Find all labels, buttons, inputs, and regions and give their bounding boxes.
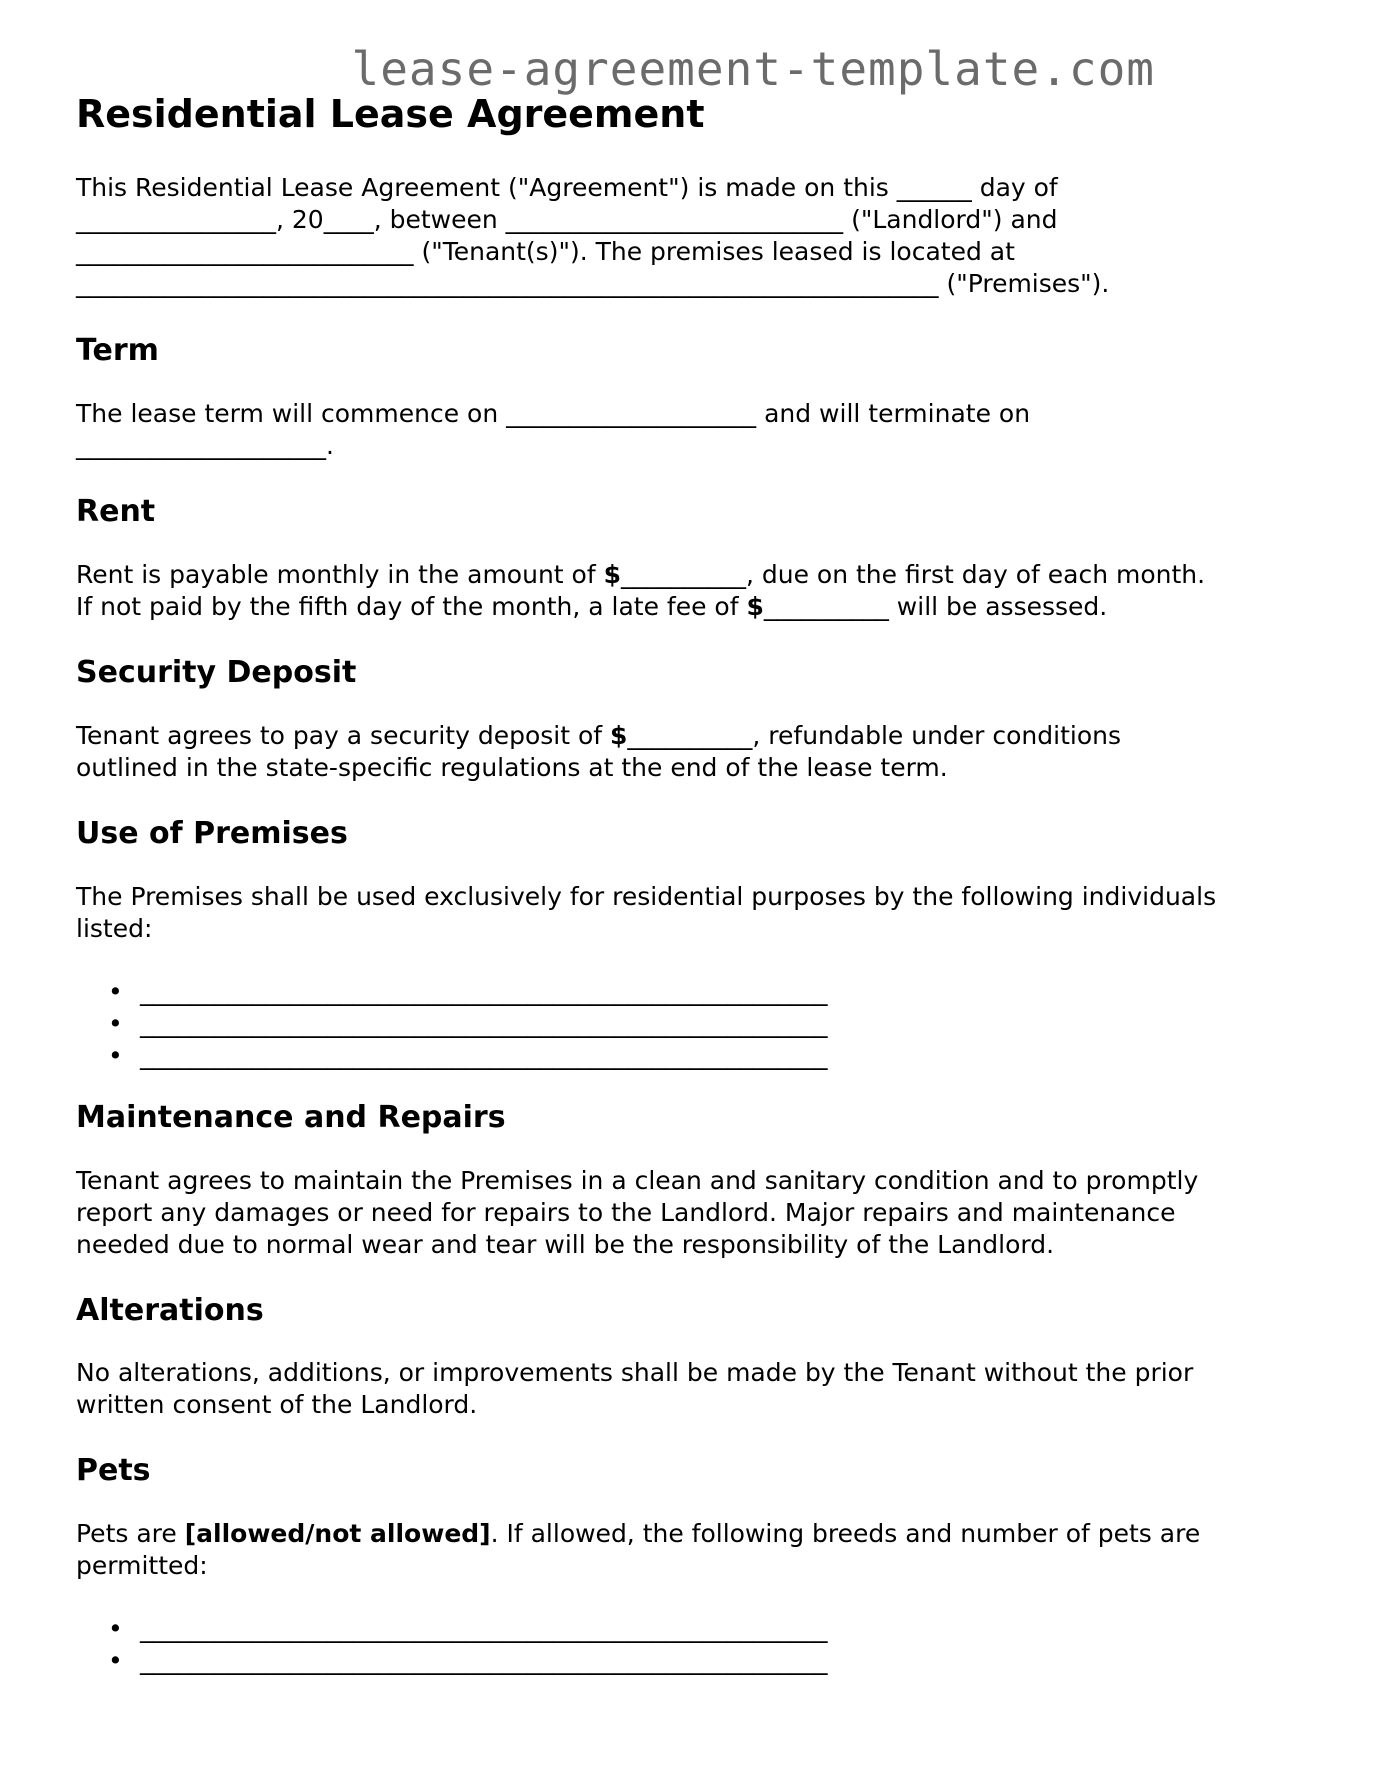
use-line: The Premises shall be used exclusively for residential purposes by the following individuals xyxy=(76,882,1217,911)
term-line: The lease term will commence on ____________________ and will terminate on xyxy=(76,399,1031,428)
blank-line: _______________________________________________________ xyxy=(140,1041,828,1070)
dollar-sign: $ xyxy=(746,592,764,621)
maintenance-line: needed due to normal wear and tear will be the responsibility of the Landlord. xyxy=(76,1230,1055,1259)
rent-text: If not paid by the fifth day of the month, a late fee of xyxy=(76,592,747,621)
blank-line: _______________________________________________________ xyxy=(140,977,828,1006)
rent-text: Rent is payable monthly in the amount of xyxy=(76,560,604,589)
watermark: lease-agreement-template.com xyxy=(351,42,1155,96)
blank-line: _______________________________________________________ xyxy=(140,1646,828,1675)
deposit-text: __________, refundable under conditions xyxy=(627,721,1122,750)
rent-text: __________ will be assessed. xyxy=(763,592,1108,621)
section-heading-alterations: Alterations xyxy=(76,1293,264,1328)
maintenance-line: Tenant agrees to maintain the Premises in a clean and sanitary condition and to promptly xyxy=(76,1166,1199,1195)
term-paragraph xyxy=(76,398,1316,462)
section-heading-maintenance: Maintenance and Repairs xyxy=(76,1100,506,1135)
maintenance-line: report any damages or need for repairs to the Landlord. Major repairs and maintenance xyxy=(76,1198,1176,1227)
pets-line xyxy=(76,1518,1316,1550)
section-heading-use: Use of Premises xyxy=(76,816,348,851)
alterations-line: No alterations, additions, or improvements shall be made by the Tenant without the prior xyxy=(76,1358,1194,1387)
deposit-line xyxy=(76,720,1316,752)
pets-paragraph xyxy=(76,1518,1316,1582)
document-title: Residential Lease Agreement xyxy=(76,92,705,136)
use-line: listed: xyxy=(76,914,153,943)
blank-line: _______________________________________________________ xyxy=(140,1614,828,1643)
rent-line xyxy=(76,559,1316,591)
section-heading-term: Term xyxy=(76,333,159,368)
rent-line xyxy=(76,591,1316,623)
pets-text: . If allowed, the following breeds and number of pets are xyxy=(490,1519,1201,1548)
pets-text: Pets are xyxy=(76,1519,185,1548)
pets-line: permitted: xyxy=(76,1551,208,1580)
term-line: ____________________. xyxy=(76,431,334,460)
blank-line: _______________________________________________________ xyxy=(140,1009,828,1038)
use-paragraph xyxy=(76,881,1316,945)
intro-line: _____________________________________________________________________ ("Premises"). xyxy=(76,269,1110,298)
dollar-sign: $ xyxy=(610,721,628,750)
intro-line: ________________, 20____, between ___________________________ ("Landlord") and xyxy=(76,205,1058,234)
pets-option: [allowed/not allowed] xyxy=(184,1519,491,1548)
rent-paragraph xyxy=(76,559,1316,623)
deposit-line: outlined in the state-specific regulations at the end of the lease term. xyxy=(76,753,948,782)
alterations-paragraph xyxy=(76,1357,1316,1421)
intro-paragraph xyxy=(76,172,1316,300)
section-heading-pets: Pets xyxy=(76,1453,151,1488)
rent-text: __________, due on the first day of each month. xyxy=(620,560,1206,589)
intro-line: This Residential Lease Agreement ("Agreement") is made on this ______ day of xyxy=(76,173,1058,202)
section-heading-rent: Rent xyxy=(76,494,156,529)
maintenance-paragraph xyxy=(76,1165,1316,1261)
section-heading-deposit: Security Deposit xyxy=(76,655,357,690)
alterations-line: written consent of the Landlord. xyxy=(76,1390,478,1419)
deposit-paragraph xyxy=(76,720,1316,784)
intro-line: ___________________________ ("Tenant(s)"). The premises leased is located at xyxy=(76,237,1015,266)
deposit-text: Tenant agrees to pay a security deposit of xyxy=(76,721,610,750)
dollar-sign: $ xyxy=(603,560,621,589)
